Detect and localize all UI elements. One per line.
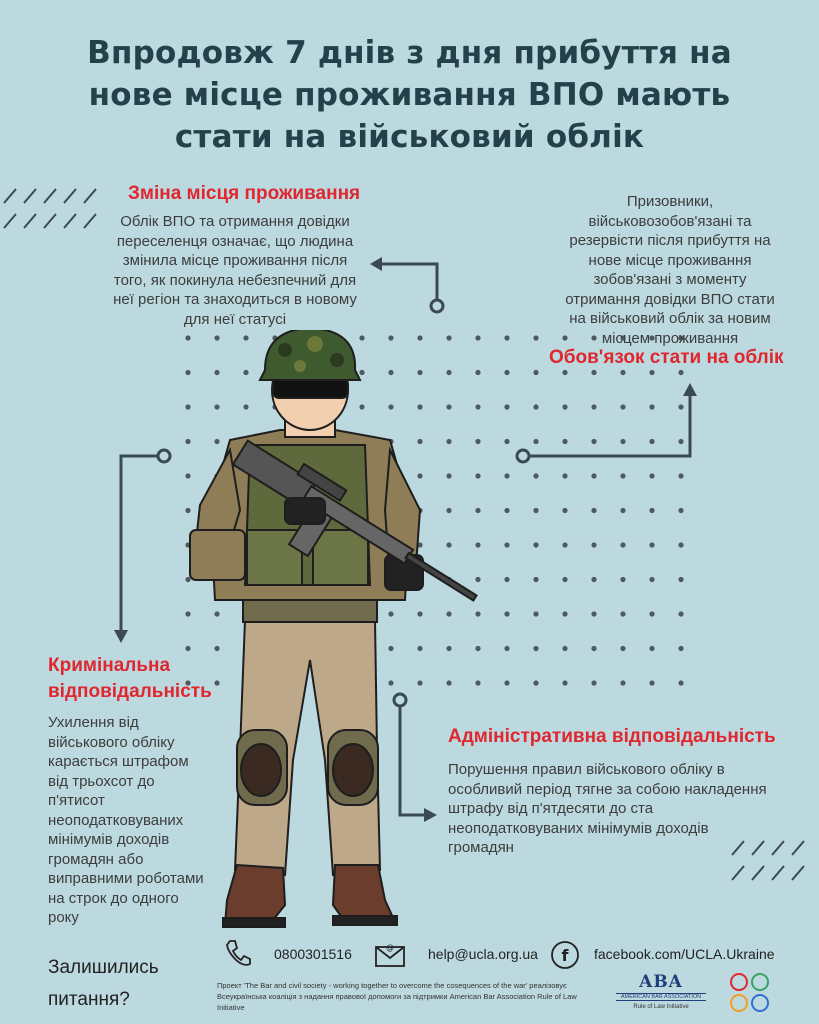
registration-duty-text: Призовники, військовозобов'язані та резервісти після прибуття на нове місце проживання зобов'язані з моменту отримання довідки ВПО стати на військовий облік за новим місцем проживання: [565, 193, 775, 347]
grid-dot: [620, 370, 625, 375]
grid-dot: [620, 508, 625, 513]
grid-dot: [533, 439, 538, 444]
grid-dot: [678, 646, 683, 651]
grid-dot: [620, 577, 625, 582]
grid-dot: [649, 473, 654, 478]
svg-text:@: @: [386, 943, 394, 952]
grid-dot: [562, 680, 567, 685]
grid-dot: [591, 473, 596, 478]
grid-dot: [678, 404, 683, 409]
grid-dot: [562, 646, 567, 651]
grid-dot: [620, 473, 625, 478]
grid-dot: [591, 508, 596, 513]
grid-dot: [678, 542, 683, 547]
grid-dot: [678, 439, 683, 444]
grid-dot: [533, 473, 538, 478]
grid-dot: [620, 404, 625, 409]
grid-dot: [533, 335, 538, 340]
grid-dot: [678, 611, 683, 616]
grid-dot: [562, 473, 567, 478]
grid-dot: [562, 611, 567, 616]
administrative-liability-text: Порушення правил військового обліку в особливий період тягне за собою накладення штрафу від п'ятдесяти до ста неоподатковуваних мінімумів доходів громадян: [448, 761, 767, 856]
grid-dot: [533, 646, 538, 651]
criminal-heading-line1: Кримінальна: [48, 655, 171, 676]
residence-change-text: Облік ВПО та отримання довідки переселенця означає, що людина змінила місце проживання після того, як покинула небезпечний для неї регіон та знаходиться в новому для неї статусі: [113, 213, 357, 328]
grid-dot: [533, 508, 538, 513]
grid-dot: [649, 680, 654, 685]
grid-dot: [591, 439, 596, 444]
grid-dot: [562, 439, 567, 444]
grid-dot: [620, 646, 625, 651]
aba-logo-mark: ABA: [639, 972, 683, 992]
grid-dot: [649, 508, 654, 513]
grid-dot: [678, 680, 683, 685]
grid-dot: [533, 680, 538, 685]
grid-dot: [649, 646, 654, 651]
grid-dot: [678, 370, 683, 375]
grid-dot: [562, 370, 567, 375]
grid-dot: [562, 577, 567, 582]
residence-change-heading: Зміна місця проживання: [128, 183, 361, 204]
slash-pattern-left: [4, 189, 96, 228]
project-description: Проект 'The Bar and civil society - working together to overcome the cosequences of the war' реалізовує Всеукраїнська коаліція з надання правової допомоги за підтримки American Bar Association Rule of Law Initiative: [217, 981, 577, 1012]
administrative-liability-heading: Адміністративна відповідальність: [448, 726, 776, 747]
grid-dot: [649, 577, 654, 582]
criminal-heading-line2: відповідальність: [48, 681, 212, 702]
grid-dot: [533, 577, 538, 582]
grid-dot: [649, 611, 654, 616]
criminal-liability-text: Ухилення від військового обліку карається штрафом від трьохсот до п'ятисот неоподатковуваних мінімумів доходів громадян або виправними роботами на строк до одного року: [48, 714, 204, 926]
email-address[interactable]: help@ucla.org.ua: [428, 946, 538, 962]
aba-name: AMERICAN BAR ASSOCIATION: [616, 993, 706, 1001]
aba-logo: [616, 972, 706, 1010]
questions-line2: питання?: [48, 989, 130, 1010]
grid-dot: [533, 404, 538, 409]
coalition-logo-icon: [728, 972, 772, 1014]
grid-dot: [533, 611, 538, 616]
page-title: Впродовж 7 днів з дня прибуття на нове місце проживання ВПО мають стати на військовий облік: [87, 35, 732, 155]
grid-dot: [620, 439, 625, 444]
grid-dot: [533, 370, 538, 375]
grid-dot: [678, 508, 683, 513]
email-icon: [374, 942, 406, 968]
facebook-icon: [550, 940, 580, 970]
criminal-liability-heading: [48, 653, 212, 705]
svg-text:f: f: [561, 946, 569, 965]
grid-dot: [562, 404, 567, 409]
grid-dot: [678, 473, 683, 478]
grid-dot: [649, 404, 654, 409]
aba-initiative: Rule of Law Initiative: [633, 1004, 689, 1010]
grid-dot: [591, 404, 596, 409]
grid-dot: [649, 439, 654, 444]
grid-dot: [649, 370, 654, 375]
grid-dot: [591, 370, 596, 375]
grid-dot: [591, 577, 596, 582]
grid-dot: [620, 680, 625, 685]
grid-dot: [591, 611, 596, 616]
facebook-link[interactable]: facebook.com/UCLA.Ukraine: [594, 946, 775, 962]
phone-icon: [224, 938, 252, 968]
grid-dot: [591, 680, 596, 685]
registration-duty-heading: Обов'язок стати на облік: [549, 347, 784, 368]
grid-dot: [620, 611, 625, 616]
grid-dot: [533, 542, 538, 547]
questions-label: [48, 952, 159, 1016]
questions-line1: Залишились: [48, 957, 159, 978]
grid-dot: [620, 542, 625, 547]
grid-dot: [678, 577, 683, 582]
grid-dot: [649, 542, 654, 547]
grid-dot: [591, 542, 596, 547]
phone-number[interactable]: 0800301516: [274, 946, 352, 962]
grid-dot: [562, 508, 567, 513]
grid-dot: [591, 646, 596, 651]
grid-dot: [562, 542, 567, 547]
